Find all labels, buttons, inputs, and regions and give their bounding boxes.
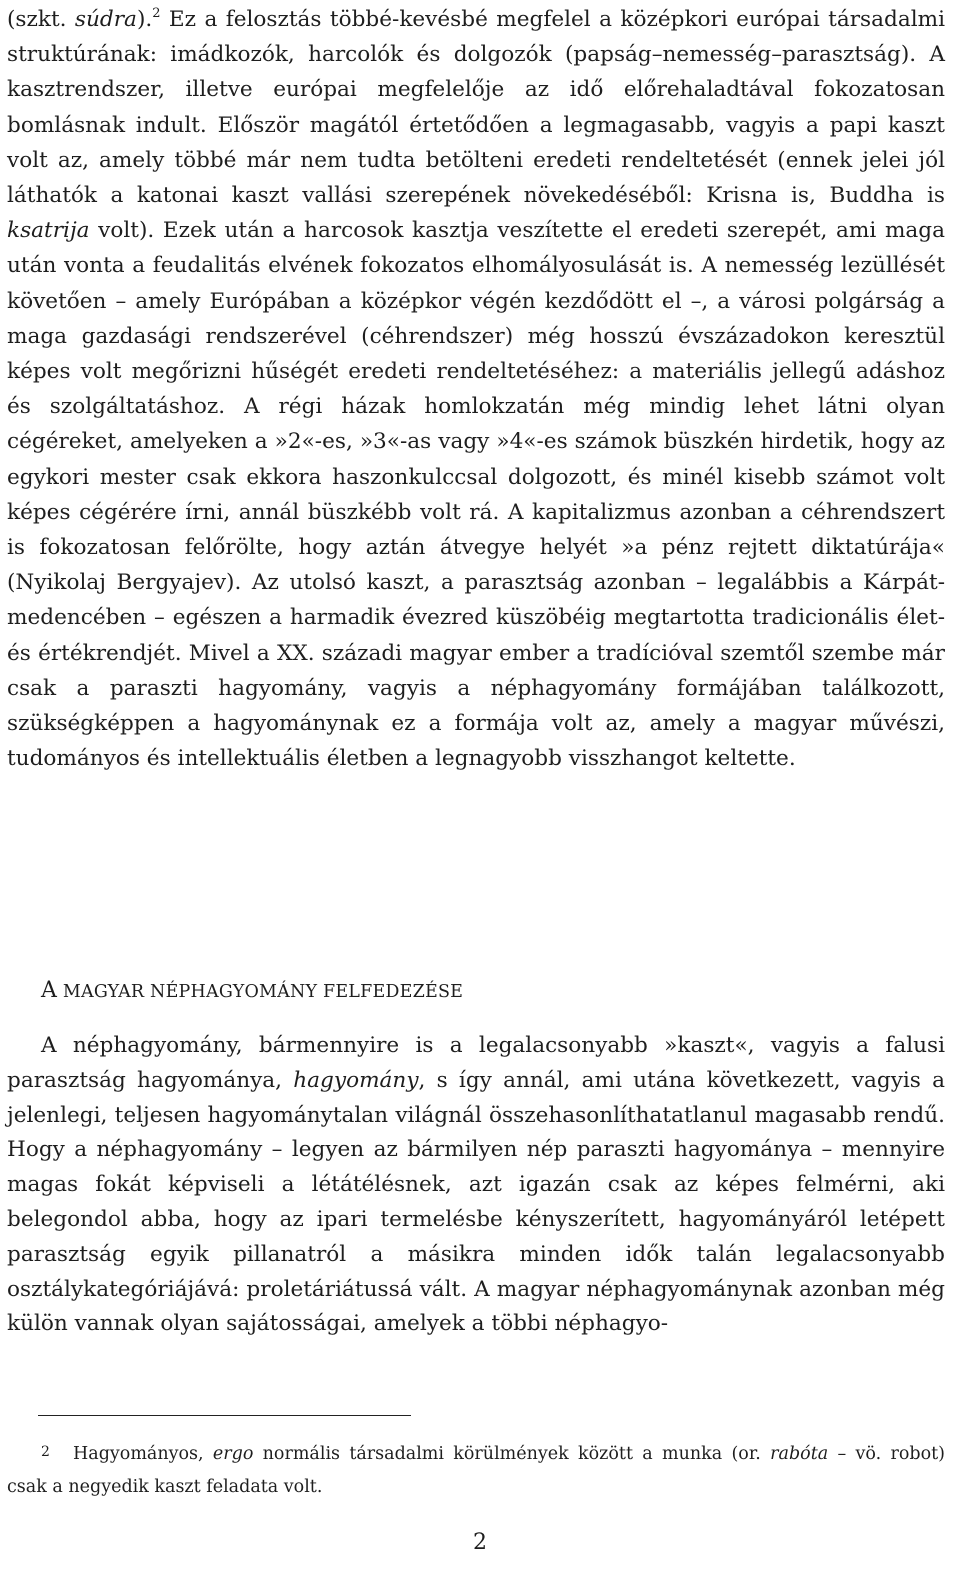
heading-initial: A [41,978,58,1003]
body-paragraph-1 [7,2,945,776]
italic-term: hagyomány [293,1067,419,1093]
paragraph-text: volt). Ezek után a harcosok kasztja veszítette el eredeti szerepét, ami maga után vonta a feudalitás elvének fokozatos elhomályosulását is. A nemesség lezüllését követően – amely Európában a középkor végén kezdődött el –, a városi polgárság a maga gazdasági rendszerével (céhrendszer) még hosszú évszázadokon keresztül képes volt megőrizni hűségét eredeti rendeltetéséhez: a materiális jellegű adáshoz és szolgáltatáshoz. A régi házak homlokzatán még mindig lehet látni olyan cégéreket, amelyeken a »2«-es, »3«-as vagy »4«-es számok büszkén hirdetik, hogy az egykori mester csak ekkora haszonkulccsal dolgozott, és minél kisebb számot volt képes cégérére írni, annál büszkébb volt rá. A kapitalizmus azonban a céhrendszert is fokozatosan felőrölte, hogy aztán átvegye helyét »a pénz rejtett diktatúrája« (Nyikolaj Bergyajev). Az utolsó kaszt, a parasztság azonban – legalábbis a Kárpát-medencében – egészen a harmadik évezred küszöbéig megtartotta tradicionális élet- és értékrendjét. Mivel a XX. századi magyar ember a tradícióval szemtől szembe már csak a paraszti hagyomány, vagyis a néphagyomány formájában találkozott, szükségképpen a hagyománynak ez a formája volt az, amely a magyar művészi, tudományos és intellektuális életben a legnagyobb visszhangot keltette. [7,218,945,772]
footnote-text: normális társadalmi körülmények között a munka (or. [253,1444,771,1464]
paragraph-text: A néphagyomány, bármennyire is a legalacsonyabb »kaszt«, vagyis a falusi parasztság hagyománya, [7,1033,945,1093]
italic-term: súdra [74,7,137,32]
footnote-separator [38,1415,411,1416]
footnote-reference[interactable]: 2 [152,6,161,21]
italic-term: ergo [212,1444,254,1464]
paragraph-text: , s így annál, ami utána következett, vagyis a jelenlegi, teljesen hagyománytalan világnál összehasonlíthatatlanul magasabb rendű. Hogy a néphagyomány – legyen az bármilyen nép paraszti hagyománya – mennyire magas fokát képviseli a létátélésnek, azt igazán csak az képes felmérni, aki belegondol abba, hogy az ipari termelésbe kényszerített, hagyományáról letépett parasztság egyik pillanatról a másikra minden idők talán legalacsonyabb osztálykategóriájává: proletáriátussá vált. A magyar néphagyománynak azonban még külön vannak olyan sajátosságai, amelyek a többi néphagyo- [7,1067,945,1337]
heading-smallcaps: MAGYAR NÉPHAGYOMÁNY FELFEDEZÉSE [57,982,464,1002]
paragraph-text: (szkt. [7,7,75,32]
footnote [7,1436,945,1504]
body-paragraph-2 [7,1029,945,1342]
footnote-text: – vö. robot) csak a negyedik kaszt feladata volt. [7,1444,945,1497]
section-heading [41,978,463,1003]
italic-term: rabóta [770,1444,829,1464]
page-number: 2 [473,1530,487,1555]
paragraph-text: Ez a felosztás többé-kevésbé megfelel a középkori európai társadalmi struktúrának: imádkozók, harcolók és dolgozók (papság–nemesség–parasztság). A kasztrendszer, illetve európai megfelelője az idő előrehaladtával fokozatosan bomlásnak indult. Először magától értetődően a legmagasabb, vagyis a papi kaszt volt az, amely többé már nem tudta betölteni eredeti rendeltetését (ennek jelei jól láthatók a katonai kaszt vallási szerepének növekedéséből: Krisna is, Buddha is [7,7,946,209]
footnote-number: 2 [41,1444,50,1460]
paragraph-text: ). [136,7,153,32]
italic-term: ksatrija [7,218,90,244]
footnote-text: Hagyományos, [73,1444,213,1464]
